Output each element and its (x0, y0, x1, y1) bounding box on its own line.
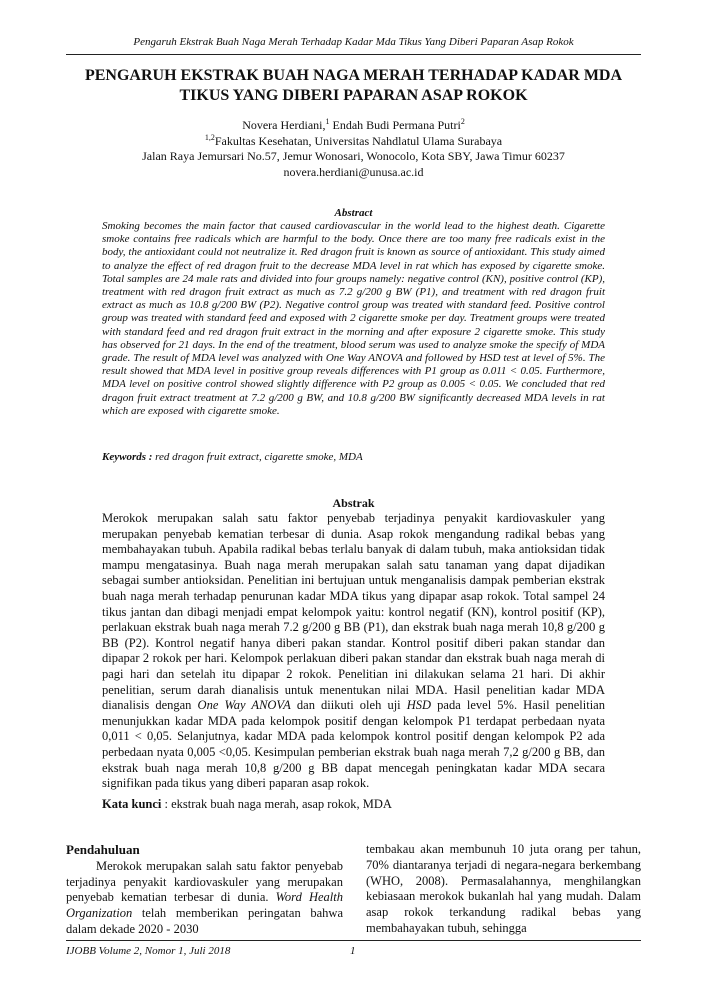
header-rule (66, 54, 641, 55)
affiliation (60, 134, 647, 150)
author-1: Novera Herdiani, (242, 118, 326, 132)
footer-journal: IJOBB Volume 2, Nomor 1, Juli 2018 (66, 945, 231, 957)
affiliation-sup: 1,2 (204, 132, 215, 142)
keywords-en-label: Keywords : (102, 451, 153, 463)
email: novera.herdiani@unusa.ac.id (283, 164, 424, 179)
abstract-id-hsd: HSD (406, 698, 432, 713)
keywords-id-label: Kata kunci (102, 797, 162, 811)
address: Jalan Raya Jemursari No.57, Jemur Wonosari, Wonocolo, Kota SBY, Jawa Timur 60237 (142, 149, 565, 163)
author-2-sup: 2 (460, 117, 465, 126)
intro-right-paragraph: tembakau akan membunuh 10 juta orang per tahun, 70% diantaranya terjadi di negara-negara berkembang (WHO, 2008). Permasalahannya, menghilangkan kebiasaan merokok bukanlah hal yang mudah. Dalam asap rokok terkandung radikal bebas yang membahayakan tubuh, sehingga (366, 842, 641, 935)
intro-left-who: Word Health Organization (66, 890, 343, 921)
title-line-1: PENGARUH EKSTRAK BUAH NAGA MERAH TERHADAP KADAR MDA (84, 67, 623, 84)
keywords-id-text: : ekstrak buah naga merah, asap rokok, MDA (161, 797, 392, 811)
keywords-id (102, 797, 605, 812)
abstract-en-body: Smoking becomes the main factor that caused cardiovascular in the world lead to the highest death. Cigarette smoke contains free radicals which are harmful to the body. Once there are too many free radicals exist in the body, the antioxidant could not neutralize it. Red dragon fruit is known as source of antioxidant. This study aimed to analyze the effect of red dragon fruit to the decrease MDA level in rat which has exposed by cigarette smoke. Total samples are 24 male rats and divided into four groups namely: negative control (KN), positive control (KP), treatment with red dragon fruit extract as much as 7.2 g/200 g BW (P1), and treatment with red dragon fruit extract as much as 10.8 g/200 BW (P2). Negative control group was treated with standard feed. Positive control group was treated with standard feed and exposed with 2 cigarette smoke per day. Treatment groups were treated with standard feed and red dragon fruit extract in the morning and after exposure 2 cigarette smoke. This study has observed for 21 days. In the end of the treatment, blood serum was used to analyze smoke the specify of MDA grade. The result of MDA level was analyzed with One Way ANOVA and followed by HSD test at level of 5%. The result showed that MDA level in positive group reveals differences with P1 group as 0.011 < 0.05. Furthermore, MDA level on positive control showed slightly difference with P2 group as 0.005 < 0.05. We concluded that red dragon fruit extract treatment at 7.2 g/200 g BW, and 10.8 g/200 BW significantly decreased MDA levels in rat which are exposed with cigarette smoke. (102, 220, 605, 417)
page-number: 1 (350, 945, 356, 957)
intro-left-part-1: Merokok merupakan salah satu faktor penyebab terjadinya penyakit kardiovaskuler yang merupakan penyebab kematian terbesar di dunia. (66, 858, 343, 905)
affiliation-text: Fakultas Kesehatan, Universitas Nahdlatul Ulama Surabaya (214, 133, 503, 148)
abstract-id-part-2: dan diikuti oleh uji (290, 698, 407, 713)
author-names (60, 118, 647, 134)
author-1-sup: 1 (325, 117, 330, 126)
keywords-en (102, 451, 605, 463)
intro-right-column (366, 842, 641, 937)
abstract-id-title: Abstrak (332, 496, 375, 510)
intro-left-part-2: telah memberikan peringatan bahwa dalam dekade 2020 - 2030 (66, 906, 343, 936)
intro-left-column (66, 842, 343, 938)
footer-rule (66, 940, 641, 941)
abstract-id-part-1: Merokok merupakan salah satu faktor penyebab terjadinya penyakit kardiovaskuler yang merupakan penyebab kematian terbesar di dunia. Asap rokok mengandung radikal bebas yang membahayakan tubuh. Apabila radikal bebas terlalu banyak di dalam tubuh, maka antioksidan tidak mampu mengatasinya. Buah naga merah merupakan salah satu tanaman yang dapat dijadikan sebagai sumber antioksidan. Penelitian ini bertujuan untuk menganalisis dampak pemberian ekstrak buah naga merah terhadap penurunan kadar MDA tikus yang dipapar asap rokok. Total sampel 24 tikus jantan dan dibagi menjadi empat kelompok yaitu: kontrol negatif (KN), kontrol positif (KP), perlakuan ekstrak buah naga merah 7.2 g/200 g BB (P1), dan ekstrak buah naga merah 10,8 g/200 g BB (P2). Kontrol negatif hanya diberi pakan standar. Kontrol positif diberi pakan standar dan dipapar 2 rokok per hari. Kelompok perlakuan diberi pakan standar dan ekstrak buah naga merah di pagi hari dan setelah itu dipapar 2 rokok. Penelitian ini dilakukan selama 21 hari. Di akhir penelitian, serum darah dianalisis untuk menentukan nilai MDA. Hasil penelitian kadar MDA dianalisis dengan (102, 511, 605, 713)
running-head: Pengaruh Ekstrak Buah Naga Merah Terhadap Kadar Mda Tikus Yang Diberi Paparan Asap Rokok (133, 36, 574, 48)
author-2: Endah Budi Permana Putri (329, 118, 461, 132)
abstract-id-anova: One Way ANOVA (197, 698, 291, 713)
intro-left-paragraph (66, 859, 343, 938)
section-title: Pendahuluan (66, 842, 140, 857)
paper-title (60, 66, 647, 106)
author-block (60, 118, 647, 180)
keywords-en-text: red dragon fruit extract, cigarette smoke, MDA (152, 451, 363, 463)
abstract-id-part-3: pada level 5%. Hasil penelitian menunjukkan kadar MDA pada kelompok positif dengan kelompok P1 terdapat perbedaan nyata 0,011 < 0,05. Selanjutnya, kadar MDA pada kelompok kontrol positif dengan kelompok P2 ada perbedaan nyata 0,005 <0,05. Kesimpulan pemberian ekstrak buah naga merah 7,2 g/200 g BB, dan ekstrak buah naga merah 10,8 g/200 g BB dapat mencegah peningkatan kadar MDA secara signifikan pada tikus yang diberi paparan asap rokok. (102, 698, 605, 791)
abstract-id-body (102, 511, 605, 792)
abstract-en-title: Abstract (334, 207, 373, 219)
title-line-2: TIKUS YANG DIBERI PAPARAN ASAP ROKOK (179, 87, 528, 104)
